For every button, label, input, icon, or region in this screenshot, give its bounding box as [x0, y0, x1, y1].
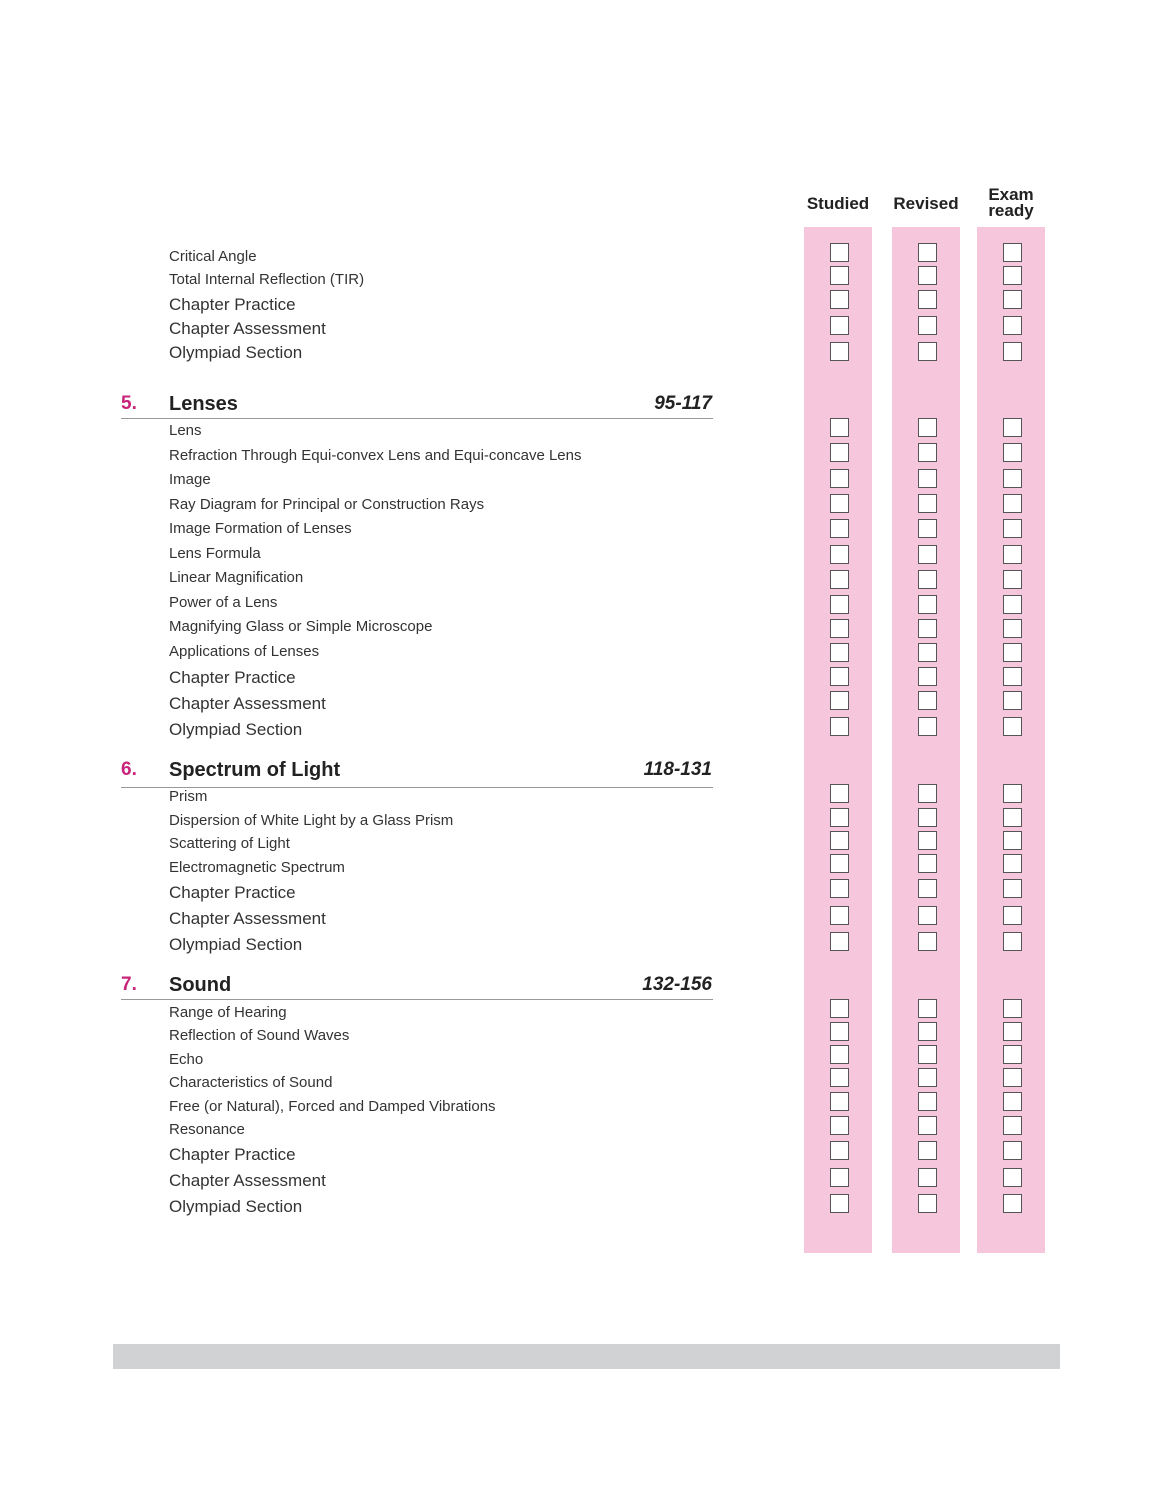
- topic-item: Olympiad Section: [169, 1197, 303, 1216]
- topic-item: Chapter Practice: [169, 1145, 296, 1164]
- topic-item: Image Formation of Lenses: [169, 520, 352, 537]
- studied-checkbox[interactable]: [830, 545, 849, 564]
- exam-ready-checkbox[interactable]: [1003, 808, 1022, 827]
- chapter-title: Sound: [169, 974, 232, 996]
- studied-checkbox[interactable]: [830, 316, 849, 335]
- exam-ready-checkbox[interactable]: [1003, 1045, 1022, 1064]
- topic-item: Linear Magnification: [169, 569, 304, 586]
- revised-checkbox[interactable]: [918, 1022, 937, 1041]
- studied-checkbox[interactable]: [830, 691, 849, 710]
- studied-checkbox[interactable]: [830, 1068, 849, 1087]
- footer-bar: [113, 1344, 1060, 1369]
- revised-checkbox[interactable]: [918, 545, 937, 564]
- studied-checkbox[interactable]: [830, 999, 849, 1018]
- revised-checkbox[interactable]: [918, 717, 937, 736]
- exam-ready-checkbox[interactable]: [1003, 643, 1022, 662]
- studied-checkbox[interactable]: [830, 906, 849, 925]
- studied-checkbox[interactable]: [830, 290, 849, 309]
- studied-checkbox[interactable]: [830, 443, 849, 462]
- chapter-pages: 132-156: [642, 974, 712, 995]
- studied-checkbox[interactable]: [830, 595, 849, 614]
- exam-ready-checkbox[interactable]: [1003, 667, 1022, 686]
- exam-ready-checkbox[interactable]: [1003, 691, 1022, 710]
- revised-checkbox[interactable]: [918, 494, 937, 513]
- chapter-pages: 118-131: [643, 759, 712, 780]
- revised-checkbox[interactable]: [918, 469, 937, 488]
- studied-checkbox[interactable]: [830, 1168, 849, 1187]
- exam-ready-checkbox[interactable]: [1003, 519, 1022, 538]
- exam-ready-checkbox[interactable]: [1003, 342, 1022, 361]
- exam-ready-checkbox[interactable]: [1003, 494, 1022, 513]
- studied-checkbox[interactable]: [830, 854, 849, 873]
- exam-ready-checkbox[interactable]: [1003, 1022, 1022, 1041]
- revised-checkbox[interactable]: [918, 595, 937, 614]
- studied-checkbox[interactable]: [830, 1045, 849, 1064]
- exam-ready-checkbox[interactable]: [1003, 570, 1022, 589]
- exam-ready-checkbox[interactable]: [1003, 316, 1022, 335]
- revised-checkbox[interactable]: [918, 1194, 937, 1213]
- topic-item: Resonance: [169, 1121, 245, 1138]
- topic-item: Chapter Practice: [169, 883, 296, 902]
- topic-item: Lens: [169, 422, 202, 439]
- chapter-divider: [121, 999, 713, 1000]
- topic-item: Electromagnetic Spectrum: [169, 859, 345, 876]
- exam-ready-checkbox[interactable]: [1003, 1168, 1022, 1187]
- chapter-number: 7.: [121, 974, 137, 995]
- topic-item: Olympiad Section: [169, 935, 303, 954]
- topic-item: Chapter Assessment: [169, 694, 326, 713]
- topic-item: Reflection of Sound Waves: [169, 1027, 350, 1044]
- chapter-number: 5.: [121, 393, 137, 414]
- revised-checkbox[interactable]: [918, 290, 937, 309]
- studied-checkbox[interactable]: [830, 243, 849, 262]
- exam-ready-checkbox[interactable]: [1003, 879, 1022, 898]
- exam-ready-checkbox[interactable]: [1003, 545, 1022, 564]
- revised-checkbox[interactable]: [918, 619, 937, 638]
- chapter-divider: [121, 418, 713, 419]
- topic-item: Chapter Assessment: [169, 1171, 326, 1190]
- exam-ready-checkbox[interactable]: [1003, 784, 1022, 803]
- topic-item: Image: [169, 471, 211, 488]
- topic-item: Ray Diagram for Principal or Construction Rays: [169, 496, 485, 513]
- topic-item: Olympiad Section: [169, 720, 303, 739]
- revised-checkbox[interactable]: [918, 932, 937, 951]
- topic-item: Lens Formula: [169, 545, 261, 562]
- chapter-pages: 95-117: [654, 393, 712, 414]
- topic-item: Dispersion of White Light by a Glass Prism: [169, 812, 454, 829]
- studied-checkbox[interactable]: [830, 643, 849, 662]
- revised-checkbox[interactable]: [918, 643, 937, 662]
- revised-checkbox[interactable]: [918, 784, 937, 803]
- revised-checkbox[interactable]: [918, 570, 937, 589]
- studied-checkbox[interactable]: [830, 418, 849, 437]
- revised-checkbox[interactable]: [918, 266, 937, 285]
- revised-header: Revised: [893, 194, 959, 213]
- studied-checkbox[interactable]: [830, 717, 849, 736]
- studied-checkbox[interactable]: [830, 1141, 849, 1160]
- revised-checkbox[interactable]: [918, 1168, 937, 1187]
- exam-ready-checkbox[interactable]: [1003, 266, 1022, 285]
- revised-checkbox[interactable]: [918, 418, 937, 437]
- studied-checkbox[interactable]: [830, 266, 849, 285]
- exam-ready-checkbox[interactable]: [1003, 1116, 1022, 1135]
- topic-item: Chapter Practice: [169, 295, 296, 314]
- revised-checkbox[interactable]: [918, 1092, 937, 1111]
- topic-item: Total Internal Reflection (TIR): [169, 271, 365, 288]
- studied-checkbox[interactable]: [830, 667, 849, 686]
- exam-ready-header: [961, 187, 1061, 219]
- chapter-divider: [121, 787, 713, 788]
- studied-checkbox[interactable]: [830, 932, 849, 951]
- exam-ready-checkbox[interactable]: [1003, 1092, 1022, 1111]
- studied-checkbox[interactable]: [830, 784, 849, 803]
- revised-checkbox[interactable]: [918, 1141, 937, 1160]
- topic-item: Refraction Through Equi-convex Lens and Equi-concave Lens: [169, 447, 582, 464]
- revised-checkbox[interactable]: [918, 243, 937, 262]
- exam-ready-header-line1: Exam: [988, 185, 1034, 204]
- topic-item: Scattering of Light: [169, 835, 290, 852]
- studied-checkbox[interactable]: [830, 1116, 849, 1135]
- topic-item: Chapter Assessment: [169, 319, 326, 338]
- exam-ready-checkbox[interactable]: [1003, 831, 1022, 850]
- revised-checkbox[interactable]: [918, 1068, 937, 1087]
- revised-checkbox[interactable]: [918, 691, 937, 710]
- revised-checkbox[interactable]: [918, 342, 937, 361]
- studied-checkbox[interactable]: [830, 519, 849, 538]
- topic-item: Critical Angle: [169, 248, 257, 265]
- exam-ready-checkbox[interactable]: [1003, 619, 1022, 638]
- studied-checkbox[interactable]: [830, 1194, 849, 1213]
- exam-ready-header-line2: ready: [988, 201, 1034, 220]
- exam-ready-checkbox[interactable]: [1003, 854, 1022, 873]
- revised-checkbox[interactable]: [918, 808, 937, 827]
- exam-ready-checkbox[interactable]: [1003, 290, 1022, 309]
- topic-item: Range of Hearing: [169, 1004, 287, 1021]
- studied-checkbox[interactable]: [830, 570, 849, 589]
- exam-ready-checkbox[interactable]: [1003, 1068, 1022, 1087]
- revised-checkbox[interactable]: [918, 519, 937, 538]
- studied-checkbox[interactable]: [830, 469, 849, 488]
- studied-header: Studied: [806, 194, 870, 213]
- topic-item: Free (or Natural), Forced and Damped Vibrations: [169, 1098, 496, 1115]
- exam-ready-checkbox[interactable]: [1003, 469, 1022, 488]
- revised-checkbox[interactable]: [918, 831, 937, 850]
- studied-checkbox[interactable]: [830, 808, 849, 827]
- exam-ready-checkbox[interactable]: [1003, 906, 1022, 925]
- topic-item: Magnifying Glass or Simple Microscope: [169, 618, 433, 635]
- chapter-title: Lenses: [169, 393, 238, 415]
- topic-item: Applications of Lenses: [169, 643, 320, 660]
- studied-checkbox[interactable]: [830, 1022, 849, 1041]
- studied-checkbox[interactable]: [830, 1092, 849, 1111]
- topic-item: Prism: [169, 788, 208, 805]
- exam-ready-checkbox[interactable]: [1003, 418, 1022, 437]
- topic-item: Chapter Assessment: [169, 909, 326, 928]
- revised-checkbox[interactable]: [918, 443, 937, 462]
- topic-item: Characteristics of Sound: [169, 1074, 333, 1091]
- topic-item: Olympiad Section: [169, 343, 303, 362]
- topic-item: Chapter Practice: [169, 668, 296, 687]
- revised-checkbox[interactable]: [918, 316, 937, 335]
- revised-checkbox[interactable]: [918, 1116, 937, 1135]
- studied-checkbox[interactable]: [830, 831, 849, 850]
- exam-ready-checkbox[interactable]: [1003, 243, 1022, 262]
- revised-checkbox[interactable]: [918, 906, 937, 925]
- chapter-number: 6.: [121, 759, 137, 780]
- studied-checkbox[interactable]: [830, 494, 849, 513]
- revised-checkbox[interactable]: [918, 879, 937, 898]
- revised-checkbox[interactable]: [918, 854, 937, 873]
- revised-checkbox[interactable]: [918, 1045, 937, 1064]
- studied-checkbox[interactable]: [830, 342, 849, 361]
- exam-ready-checkbox[interactable]: [1003, 443, 1022, 462]
- topic-item: Power of a Lens: [169, 594, 278, 611]
- revised-checkbox[interactable]: [918, 999, 937, 1018]
- chapter-title: Spectrum of Light: [169, 759, 341, 781]
- studied-checkbox[interactable]: [830, 879, 849, 898]
- exam-ready-checkbox[interactable]: [1003, 999, 1022, 1018]
- exam-ready-checkbox[interactable]: [1003, 717, 1022, 736]
- exam-ready-checkbox[interactable]: [1003, 932, 1022, 951]
- exam-ready-checkbox[interactable]: [1003, 1141, 1022, 1160]
- exam-ready-checkbox[interactable]: [1003, 595, 1022, 614]
- studied-checkbox[interactable]: [830, 619, 849, 638]
- exam-ready-checkbox[interactable]: [1003, 1194, 1022, 1213]
- topic-item: Echo: [169, 1051, 204, 1068]
- revised-checkbox[interactable]: [918, 667, 937, 686]
